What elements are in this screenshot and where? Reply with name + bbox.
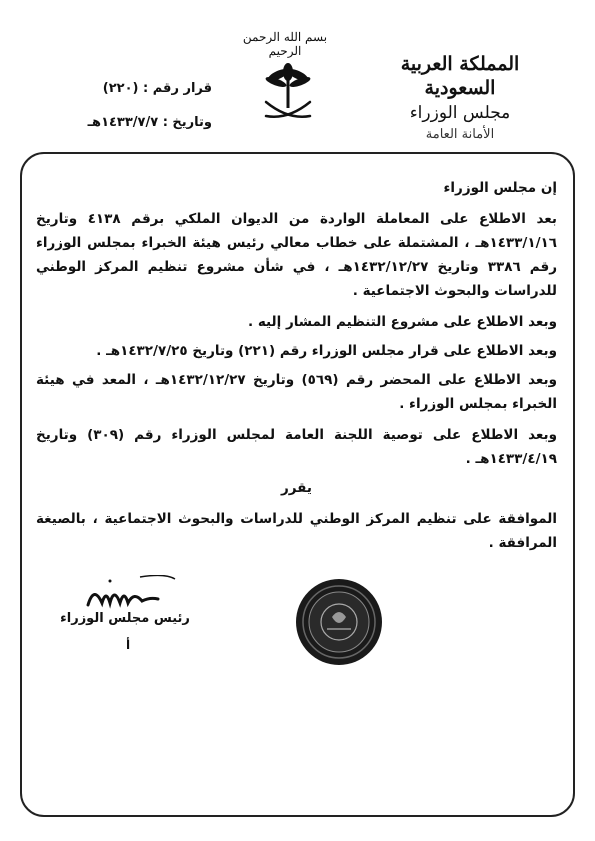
decides-heading: يقرر [281,480,312,496]
country-name: المملكة العربية السعودية [400,53,520,99]
decision-body [36,176,557,562]
decision-reference [32,72,212,140]
paragraph-4: وبعد الاطلاع على المحضر رقم (٥٦٩) وتاريخ ١٤٣٢/١٢/٢٧هـ ، المعد في هيئة الخبراء بمجلس الوزراء . [36,372,557,412]
decision-number: قرار رقم : (٢٢٠) [102,81,212,96]
saudi-emblem-icon [258,60,318,130]
paragraph-2: وبعد الاطلاع على مشروع التنظيم المشار إليه . [248,314,557,330]
paragraph-1: بعد الاطلاع على المعاملة الواردة من الديوان الملكي برقم ٤١٣٨ وتاريخ ١٤٣٣/١/١٦هـ ، المشتملة على خطاب معالي رئيس هيئة الخبراء بمجلس الوزراء رقم ٣٣٨٦ وتاريخ ١٤٣٢/١٢/٢٧هـ ، في شأن مشروع تنظيم المركز الوطني للدراسات والبحوث الاجتماعية . [36,211,557,299]
paragraph-5: وبعد الاطلاع على توصية اللجنة العامة لمجلس الوزراء رقم (٣٠٩) وتاريخ ١٤٣٣/٤/١٩هـ . [36,427,557,467]
opening-line: إن مجلس الوزراء [443,180,557,196]
official-seal-icon [294,577,384,667]
organization-header [365,52,555,144]
basmala: بسم الله الرحمن الرحيم [242,30,328,58]
decision-date: وتاريخ : ١٤٣٣/٧/٧هـ [87,115,212,130]
signatory-mark: أ [125,638,131,652]
signatory-title: رئيس مجلس الوزراء [60,611,190,626]
paragraph-3: وبعد الاطلاع على قرار مجلس الوزراء رقم (٢٢١) وتاريخ ١٤٣٢/٧/٢٥هـ . [96,343,557,359]
council-name: مجلس الوزراء [409,103,511,123]
paragraph-6: الموافقة على تنظيم المركز الوطني للدراسات والبحوث الاجتماعية ، بالصيغة المرافقة . [36,511,557,551]
signature-icon [80,575,180,615]
secretariat-name: الأمانة العامة [425,127,495,142]
